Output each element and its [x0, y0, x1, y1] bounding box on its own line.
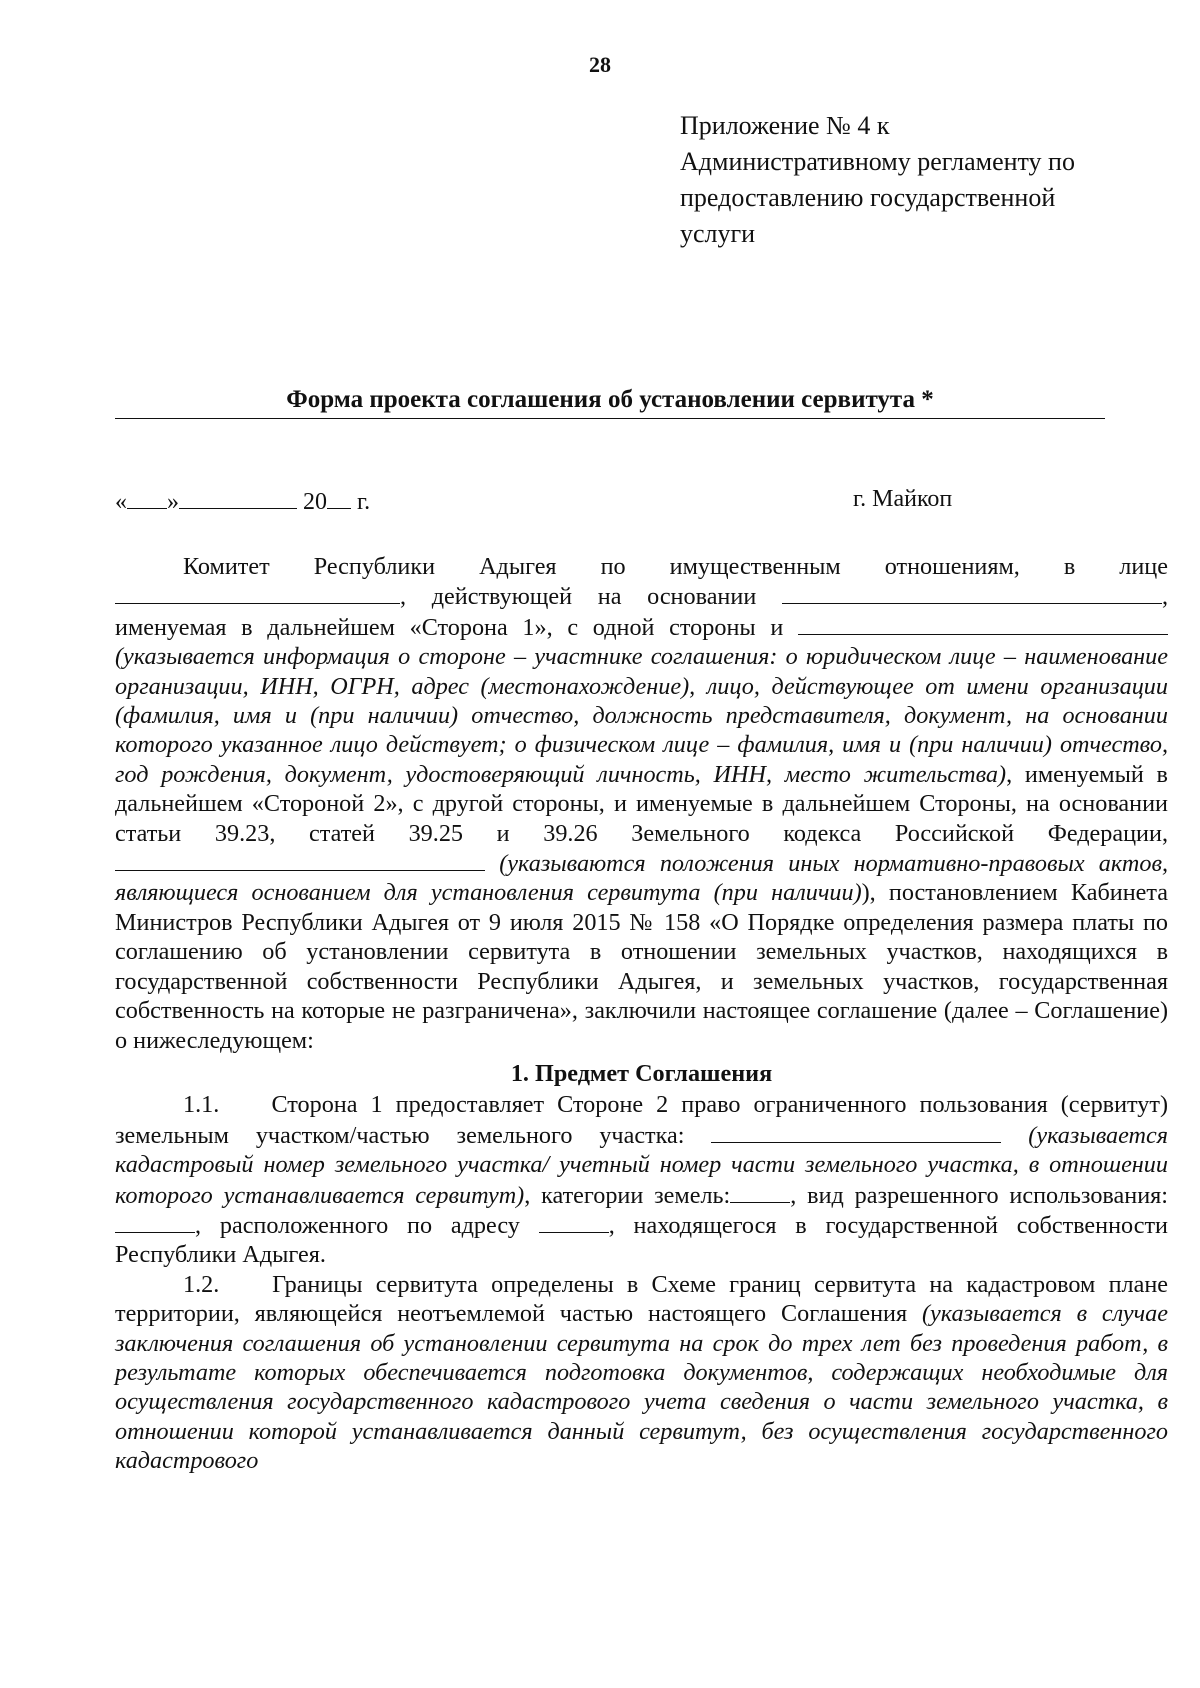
- clause-italic-note: (указывается кадастровый номер земельного участка/ учетный номер части земельного участка, в отношении которого устанавливается сервитут): [115, 1121, 1168, 1209]
- preamble-text: именуемая в дальнейшем «Сторона 1», с одной стороны и: [115, 613, 784, 641]
- date-open-quote: «: [115, 489, 127, 515]
- clause-1-2: [115, 1270, 1168, 1476]
- date-close-quote: »: [167, 489, 179, 515]
- page-number: 28: [589, 52, 611, 77]
- preamble-italic-note: (указывается информация о стороне – участнике соглашения: о юридическом лице – наименование организации, ИНН, ОГРН, адрес (местонахождение), лицо, действующее от имени организации (фамилия, имя и (при наличии) отчество, должность представителя, документ, на основании которого указанное лицо действует; о физическом лице – фамилия, имя и (при наличии) отчество, год рождения, документ, удостоверяющий личность, ИНН, место жительства): [115, 643, 1168, 788]
- annex-line: Административному регламенту по: [680, 147, 1075, 176]
- clause-text: , категории земель:: [524, 1181, 731, 1209]
- annex-line: предоставлению государственной: [680, 183, 1056, 212]
- clause-text: , расположенного по адресу: [195, 1211, 520, 1239]
- preamble-text: ,: [1161, 583, 1168, 611]
- preamble-italic-note: (указываются положения иных нормативно-правовых актов, являющиеся основанием для установления сервитута (при наличии): [115, 850, 1169, 907]
- year-suffix: г.: [357, 489, 371, 515]
- permitted-use-blank: [115, 1210, 195, 1233]
- annex-line: услуги: [680, 219, 756, 248]
- city: г. Майкоп: [853, 486, 953, 512]
- clause-text: Сторона 1 предоставляет Стороне 2 право ограниченного пользования (сервитут) земельным участком/частью земельного участка:: [115, 1091, 1168, 1149]
- representative-blank: [115, 581, 400, 604]
- cadastral-blank: [711, 1120, 1001, 1143]
- month-blank: [179, 486, 297, 509]
- preamble-text: ), постановлением Кабинета Министров Республики Адыгея от 9 июля 2015 № 158 «О Порядке определения размера платы по соглашению об установлении сервитута в отношении земельных участков, находящихся в государственной собственности Республики Адыгея, и земельных участков, государственная собственность на которые не разграничена», заключили настоящее соглашение (далее – Соглашение) о нижеследующем:: [115, 879, 1168, 1054]
- annex-line: Приложение № 4 к: [680, 111, 890, 140]
- clause-number: 1.1.: [183, 1091, 220, 1119]
- clause-text: , находящегося в государственной собственности Республики Адыгея.: [115, 1211, 1168, 1269]
- preamble-text: Комитет Республики Адыгея по имущественным отношениям, в лице: [183, 553, 1168, 580]
- clause-text: , вид разрешенного использования:: [790, 1181, 1169, 1209]
- preamble-text: , именуемый в дальнейшем «Стороной 2», с другой стороны, и именуемые в дальнейшем Стороны, на основании статьи 39.23, статей 39.25 и 39.26 Земельного кодекса Российской Федерации,: [115, 760, 1168, 847]
- year-prefix: 20: [303, 489, 327, 515]
- clause-italic-note: (указывается в случае заключения соглашения об установлении сервитута на срок до трех лет без проведения работ, в результате которых обеспечивается подготовка документов, содержащих необходимые для осуществления государственного кадастрового учета сведения о части земельного участка, в отношении которой устанавливается данный сервитут, без осуществления государственного кадастрового: [115, 1300, 1168, 1475]
- clause-text: Границы сервитута определены в Схеме границ сервитута на кадастровом плане территории, являющейся неотъемлемой частью настоящего Соглашения: [115, 1270, 1169, 1328]
- date-line: [115, 486, 370, 516]
- land-category-blank: [730, 1180, 790, 1203]
- party2-blank: [798, 612, 1168, 635]
- section-heading: 1. Предмет Соглашения: [510, 1059, 773, 1087]
- address-blank: [539, 1210, 609, 1233]
- year-blank: [327, 486, 351, 509]
- agreement-body: [115, 552, 1168, 1476]
- clause-number: 1.2.: [183, 1270, 220, 1298]
- day-blank: [127, 486, 167, 509]
- preamble-paragraph: [115, 552, 1168, 1055]
- legal-acts-blank: [115, 848, 485, 871]
- form-title: Форма проекта соглашения об установлении сервитута *: [115, 384, 1105, 419]
- basis-blank: [782, 581, 1162, 604]
- annex-reference: [680, 108, 1140, 252]
- clause-1-1: [115, 1090, 1168, 1269]
- preamble-text: , действующей на основании: [400, 583, 757, 611]
